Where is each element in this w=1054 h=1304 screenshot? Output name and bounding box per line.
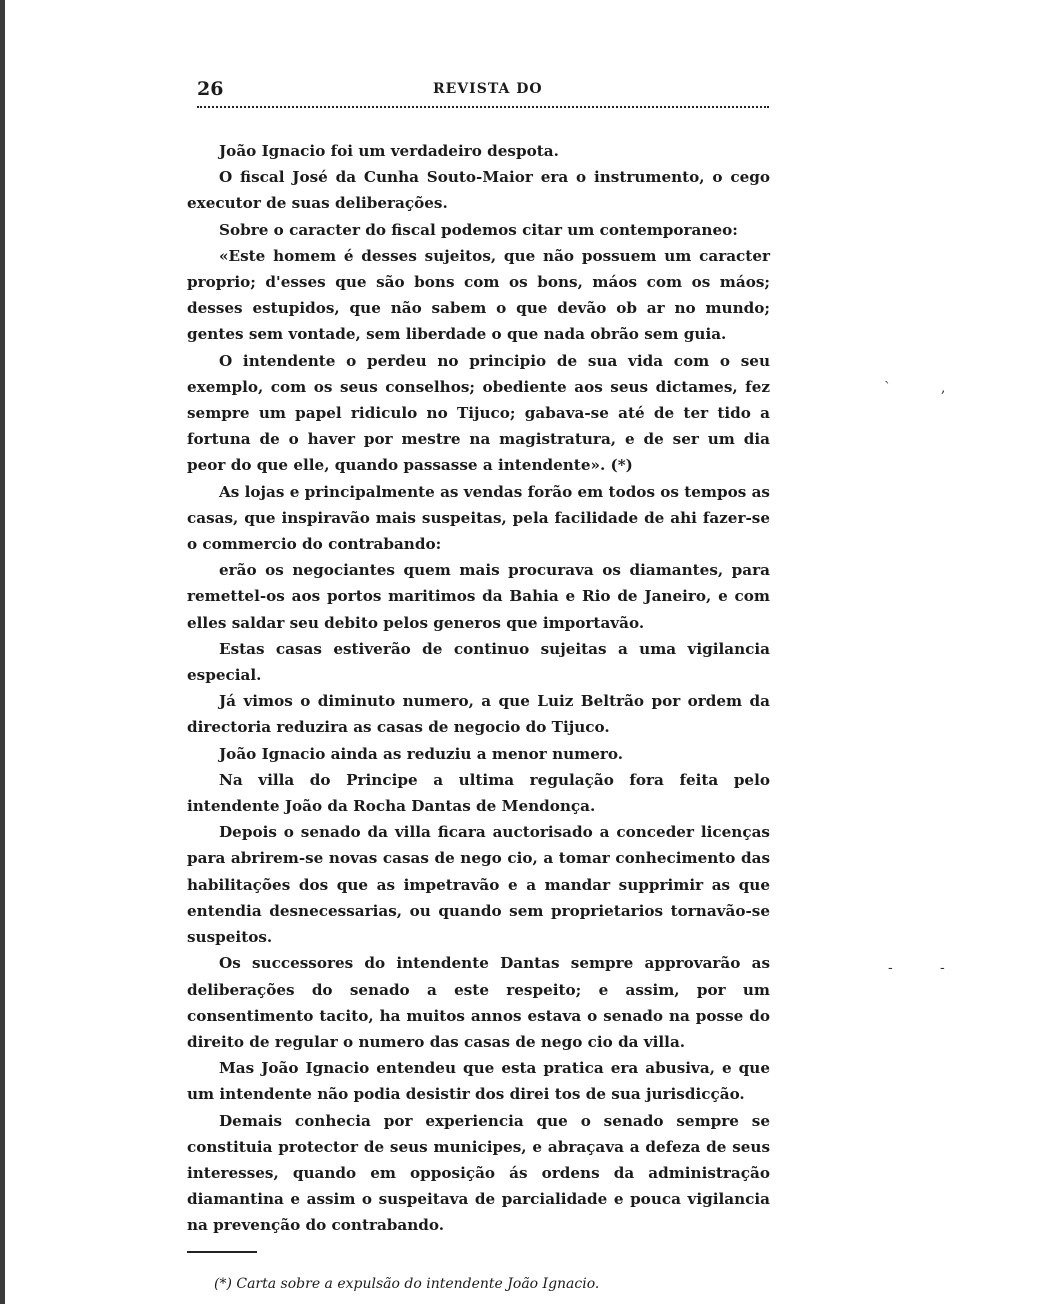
paragraph: As lojas e principalmente as vendas forão em todos os tempos as casas, que inspiravão mais suspeitas, pela facilidade de ahi fazer-se o commercio do contrabando: [187, 482, 770, 554]
paragraph: Mas João Ignacio entendeu que esta pratica era abusiva, e que um intendente não podia desistir dos direi tos de sua jurisdicção. [187, 1059, 770, 1104]
page-header [197, 78, 769, 108]
paragraph: Estas casas estiverão de continuo sujeitas a uma vigilancia especial. [187, 639, 770, 685]
paragraph: «Este homem é desses sujeitos, que não possuem um caracter proprio; d'esses que são bons com os bons, máos com os máos; desses estupidos, que não sabem o que devão ob ar no mundo; gentes sem vontade, sem liberdade o que nada obrão sem guia. [187, 246, 770, 344]
running-title: REVISTA DO [433, 81, 543, 97]
margin-speck: - [940, 960, 945, 976]
margin-speck: , [941, 380, 946, 396]
paragraph: erão os negociantes quem mais procurava os diamantes, para remettel-os aos portos maritimos da Bahia e Rio de Janeiro, e com elles saldar seu debito pelos generos que importavão. [187, 561, 770, 632]
paragraph: João Ignacio foi um verdadeiro despota. [219, 142, 559, 160]
paragraph: O intendente o perdeu no principio de sua vida com o seu exemplo, com os seus conselhos; obediente aos seus dictames, fez sempre um papel ridiculo no Tijuco; gabava-se até de ter tido a fortuna de o haver por mestre na magistratura, e de ser um dia peor do que elle, quando passasse a intendente». (*) [187, 351, 770, 475]
footnote-rule [187, 1251, 257, 1253]
paragraph: Demais conhecia por experiencia que o senado sempre se constituia protector de seus municipes, e abraçava a defeza de seus interesses, quando em opposição ás ordens da administração diamantina e assim o suspeitava de parcialidade e pouca vigilancia na prevenção do contrabando. [187, 1111, 770, 1235]
paragraph: Já vimos o diminuto numero, a que Luiz Beltrão por ordem da directoria reduzira as casas de negocio do Tijuco. [187, 692, 770, 737]
paragraph: Na villa do Principe a ultima regulação fora feita pelo intendente João da Rocha Dantas de Mendonça. [187, 770, 770, 816]
margin-speck: - [888, 960, 893, 976]
margin-speck: ` [884, 380, 891, 396]
paragraph: O fiscal José da Cunha Souto-Maior era o instrumento, o cego executor de suas deliberações. [187, 168, 770, 213]
header-rule [197, 106, 769, 108]
scan-left-edge [0, 0, 5, 1304]
body-text [187, 138, 770, 1239]
footnote: (*) Carta sobre a expulsão do intendente João Ignacio. [214, 1276, 600, 1292]
paragraph: Os successores do intendente Dantas sempre approvarão as deliberações do senado a este respeito; e assim, por um consentimento tacito, ha muitos annos estava o senado na posse do direito de regular o numero das casas de nego cio da villa. [187, 954, 770, 1051]
paragraph: João Ignacio ainda as reduziu a menor numero. [219, 744, 624, 763]
paragraph: Depois o senado da villa ficara auctorisado a conceder licenças para abrirem-se novas casas de nego cio, a tomar conhecimento das habilitações dos que as impetravão e a mandar supprimir as que entendia desnecessarias, ou quando sem proprietarios tornavão-se suspeitos. [187, 823, 770, 947]
page-number: 26 [197, 78, 224, 100]
paragraph: Sobre o caracter do fiscal podemos citar um contemporaneo: [219, 220, 738, 239]
